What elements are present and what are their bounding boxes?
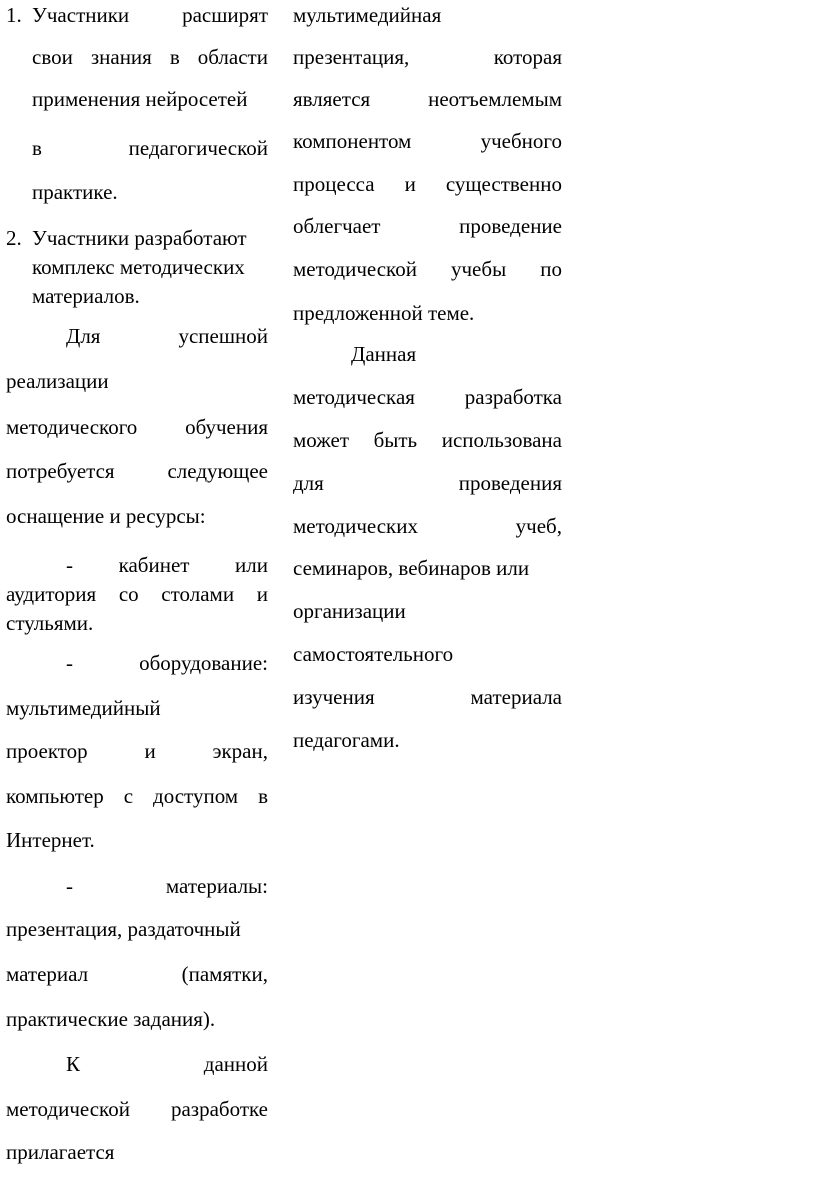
word: разработке	[170, 1097, 268, 1121]
word: данной	[203, 1052, 268, 1076]
text-line	[66, 1051, 268, 1077]
word: потребуется	[6, 459, 115, 483]
word: облегчает	[293, 214, 381, 238]
text-line	[293, 171, 562, 197]
word: (памятки,	[181, 962, 268, 986]
text-line	[6, 414, 268, 440]
word: Данная	[351, 342, 417, 366]
text-line	[351, 341, 562, 367]
text-line	[6, 368, 268, 394]
word: К	[66, 1052, 81, 1076]
word: знания	[90, 45, 152, 69]
word: и	[404, 172, 416, 196]
word: Интернет.	[6, 828, 95, 852]
text-line	[66, 323, 268, 349]
word: материала	[470, 685, 562, 709]
word: методическая	[293, 385, 415, 409]
word: методической	[6, 1097, 130, 1121]
word: изучения	[293, 685, 375, 709]
word: материалов.	[32, 284, 140, 308]
text-line	[293, 727, 562, 753]
text-line	[66, 650, 268, 676]
word: аудитория	[6, 582, 97, 606]
word: организации	[293, 599, 406, 623]
text-line	[6, 458, 268, 484]
word: и	[256, 582, 268, 606]
word: столами	[161, 582, 235, 606]
text-line	[293, 427, 562, 453]
word: практике.	[32, 180, 118, 204]
word: методической	[293, 257, 417, 281]
word: мультимедийный	[6, 696, 161, 720]
word: педагогической	[128, 136, 268, 160]
word: в	[32, 136, 42, 160]
text-line	[6, 503, 268, 529]
list-number: 1.	[6, 3, 22, 27]
word: применения нейросетей	[32, 87, 248, 111]
word: существенно	[445, 172, 562, 196]
text-line	[6, 1006, 268, 1032]
text-line	[6, 916, 268, 942]
text-line	[6, 695, 268, 721]
word: реализации	[6, 369, 109, 393]
word: -	[66, 553, 73, 577]
word: быть	[373, 428, 418, 452]
list-number: 2.	[6, 226, 22, 250]
text-line	[32, 283, 268, 309]
word: презентация,	[293, 45, 410, 69]
text-line	[32, 2, 268, 28]
word: материалы:	[165, 874, 268, 898]
text-line	[293, 44, 562, 70]
text-line	[293, 555, 562, 581]
text-line	[66, 552, 268, 578]
text-line	[293, 684, 562, 710]
word: по	[540, 257, 562, 281]
word: учеб,	[515, 514, 562, 538]
word: неотъемлемым	[428, 87, 562, 111]
word: области	[197, 45, 268, 69]
text-line	[6, 1096, 268, 1122]
word: учебного	[480, 129, 562, 153]
text-line	[293, 641, 562, 667]
word: стульями.	[6, 611, 94, 635]
word: мультимедийная	[293, 3, 442, 27]
word: расширят	[182, 3, 268, 27]
word: или	[235, 553, 268, 577]
text-line	[6, 581, 268, 607]
word: методического	[6, 415, 138, 439]
word: проведение	[459, 214, 562, 238]
word: семинаров, вебинаров или	[293, 556, 530, 580]
word: предложенной теме.	[293, 301, 475, 325]
text-line	[66, 873, 268, 899]
word: педагогами.	[293, 728, 400, 752]
word: прилагается	[6, 1140, 115, 1164]
word: в	[258, 784, 268, 808]
text-line	[32, 86, 268, 112]
text-line	[293, 384, 562, 410]
word: презентация, раздаточный	[6, 917, 241, 941]
word: разработка	[464, 385, 562, 409]
word: доступом	[153, 784, 239, 808]
text-line	[32, 225, 268, 251]
word: проведения	[458, 471, 562, 495]
text-line	[6, 827, 268, 853]
text-line	[293, 598, 562, 624]
text-line	[32, 254, 268, 280]
text-line	[32, 44, 268, 70]
word: Участники	[32, 3, 130, 27]
word: -	[66, 651, 73, 675]
word: свои	[32, 45, 73, 69]
word: со	[118, 582, 139, 606]
text-line	[6, 1139, 268, 1165]
word: материал	[6, 962, 89, 986]
word: может	[293, 428, 349, 452]
word: использована	[441, 428, 562, 452]
text-line	[6, 610, 268, 636]
word: и	[144, 739, 156, 763]
text-line	[293, 256, 562, 282]
word: комплекс методических	[32, 255, 245, 279]
word: практические задания).	[6, 1007, 216, 1031]
text-line	[293, 86, 562, 112]
word: оснащение и ресурсы:	[6, 504, 206, 528]
word: процесса	[293, 172, 375, 196]
text-line	[293, 513, 562, 539]
word: следующее	[167, 459, 268, 483]
word: кабинет	[118, 553, 190, 577]
word: оборудование:	[139, 651, 268, 675]
word: Участники разработают	[32, 226, 247, 250]
word: в	[169, 45, 180, 69]
text-line	[32, 135, 268, 161]
word: которая	[493, 45, 562, 69]
text-line	[6, 738, 268, 764]
word: -	[66, 874, 73, 898]
word: методических	[293, 514, 418, 538]
text-line	[293, 213, 562, 239]
text-line	[32, 179, 268, 205]
word: Для	[66, 324, 101, 348]
word: для	[293, 471, 324, 495]
word: экран,	[212, 739, 268, 763]
word: компонентом	[293, 129, 412, 153]
text-line	[293, 300, 562, 326]
text-line	[293, 128, 562, 154]
text-line	[6, 783, 268, 809]
word: с	[123, 784, 134, 808]
text-line	[293, 2, 562, 28]
word: самостоятельного	[293, 642, 454, 666]
word: обучения	[185, 415, 268, 439]
word: проектор	[6, 739, 88, 763]
text-line	[6, 961, 268, 987]
word: является	[293, 87, 371, 111]
text-line	[293, 470, 562, 496]
word: компьютер	[6, 784, 104, 808]
word: учебы	[451, 257, 507, 281]
word: успешной	[178, 324, 268, 348]
